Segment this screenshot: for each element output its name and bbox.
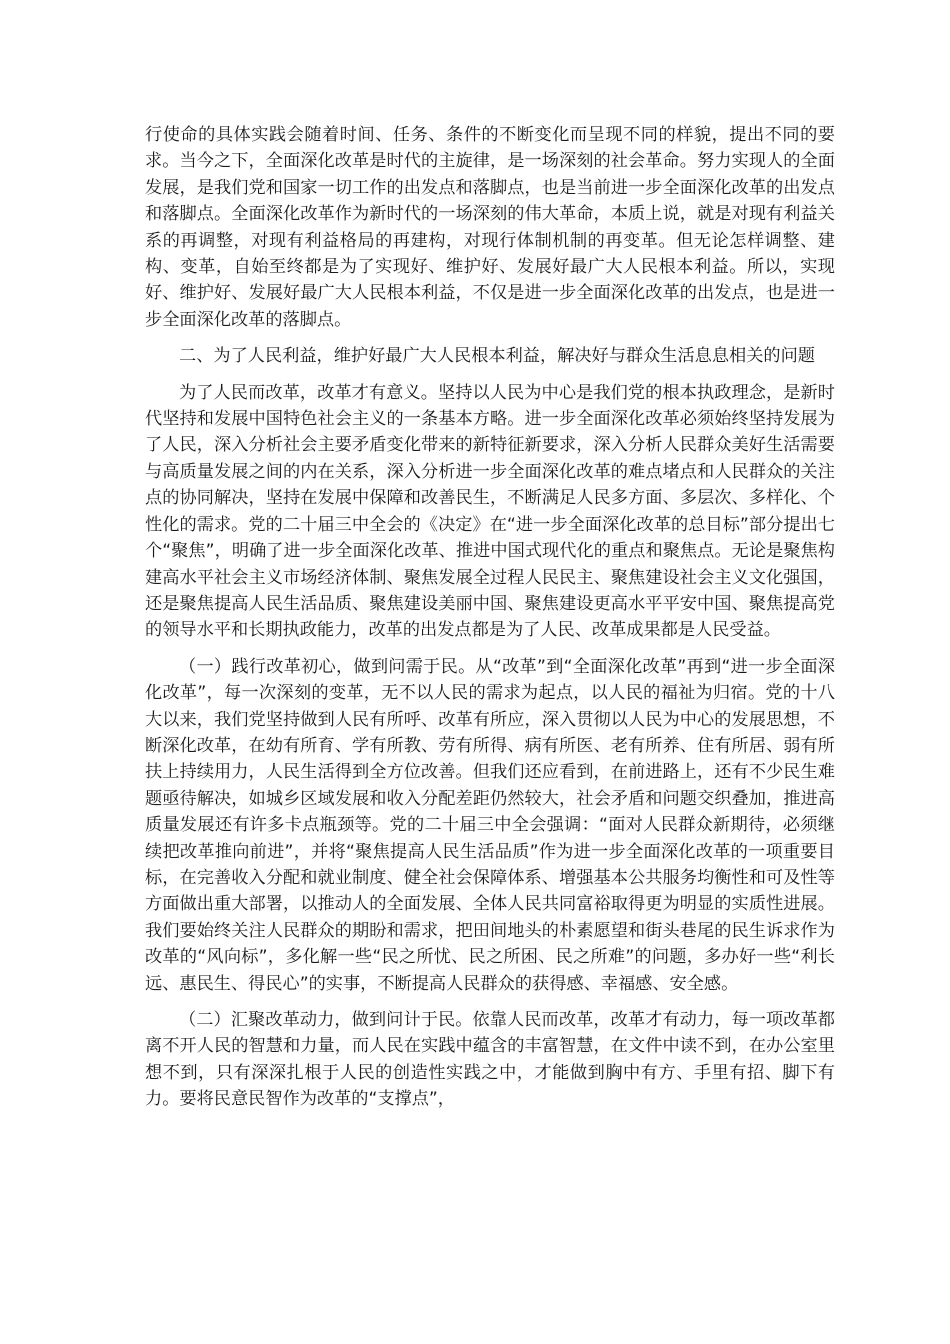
paragraph-people-reform: 为了人民而改革，改革才有意义。坚持以人民为中心是我们党的根本执政理念，是新时代坚持和发展中国特色社会主义的一条基本方略。进一步全面深化改革必须始终坚持发展为了人民，深入分析社会主要矛盾变化带来的新特征新要求，深入分析人民群众美好生活需要与高质量发展之间的内在关系，深入分析进一步全面深化改革的难点堵点和人民群众的关注点的协同解决，坚持在发展中保障和改善民生，不断满足人民多方面、多层次、多样化、个性化的需求。党的二十届三中全会的《决定》在“进一步全面深化改革的总目标”部分提出七个“聚焦”，明确了进一步全面深化改革、推进中国式现代化的重点和聚焦点。无论是聚焦构建高水平社会主义市场经济体制、聚焦发展全过程人民民主、聚焦建设社会主义文化强国，还是聚焦提高人民生活品质、聚焦建设美丽中国、聚焦建设更高水平平安中国、聚焦提高党的领导水平和长期执政能力，改革的出发点都是为了人民、改革成果都是人民受益。	[145, 382, 835, 641]
subsection-one: （一）践行改革初心，做到问需于民。从“改革”到“全面深化改革”再到“进一步全面深化改革”，每一次深刻的变革，无不以人民的需求为起点，以人民的福祉为归宿。党的十八大以来，我们党坚持做到人民有所呼、改革有所应，深入贯彻以人民为中心的发展思想，不断深化改革，在幼有所育、学有所教、劳有所得、病有所医、老有所养、住有所居、弱有所扶上持续用力，人民生活得到全方位改善。但我们还应看到，在前进路上，还有不少民生难题亟待解决，如城乡区域发展和收入分配差距仍然较大，社会矛盾和问题交织叠加，推进高质量发展还有许多卡点瓶颈等。党的二十届三中全会强调：“面对人民群众新期待，必须继续把改革推向前进”，并将“聚焦提高人民生活品质”作为进一步全面深化改革的一项重要目标，在完善收入分配和就业制度、健全社会保障体系、增强基本公共服务均衡性和可及性等方面做出重大部署，以推动人的全面发展、全体人民共同富裕取得更为明显的实质性进展。我们要始终关注人民群众的期盼和需求，把田间地头的朴素愿望和街头巷尾的民生诉求作为改革的“风向标”，多化解一些“民之所忧、民之所困、民之所难”的问题，多办好一些“利长远、惠民生、得民心”的实事，不断提高人民群众的获得感、幸福感、安全感。	[145, 656, 835, 994]
section-heading-two: 二、为了人民利益，维护好最广大人民根本利益，解决好与群众生活息息相关的问题	[179, 346, 815, 367]
paragraph-continued: 行使命的具体实践会随着时间、任务、条件的不断变化而呈现不同的样貌，提出不同的要求。当今之下，全面深化改革是时代的主旋律，是一场深刻的社会革命。努力实现人的全面发展，是我们党和国家一切工作的出发点和落脚点，也是当前进一步全面深化改革的出发点和落脚点。全面深化改革作为新时代的一场深刻的伟大革命，本质上说，就是对现有利益关系的再调整，对现有利益格局的再建构，对现行体制机制的再变革。但无论怎样调整、建构、变革，自始至终都是为了实现好、维护好、发展好最广大人民根本利益。所以，实现好、维护好、发展好最广大人民根本利益，不仅是进一步全面深化改革的出发点，也是进一步全面深化改革的落脚点。	[145, 125, 835, 330]
document-body	[145, 122, 835, 1123]
subsection-two: （二）汇聚改革动力，做到问计于民。依靠人民而改革，改革才有动力，每一项改革都离不开人民的智慧和力量，而人民在实践中蕴含的丰富智慧，在文件中读不到，在办公室里想不到，只有深深扎根于人民的创造性实践之中，才能做到胸中有方、手里有招、脚下有力。要将民意民智作为改革的“支撑点”，	[145, 1010, 835, 1110]
